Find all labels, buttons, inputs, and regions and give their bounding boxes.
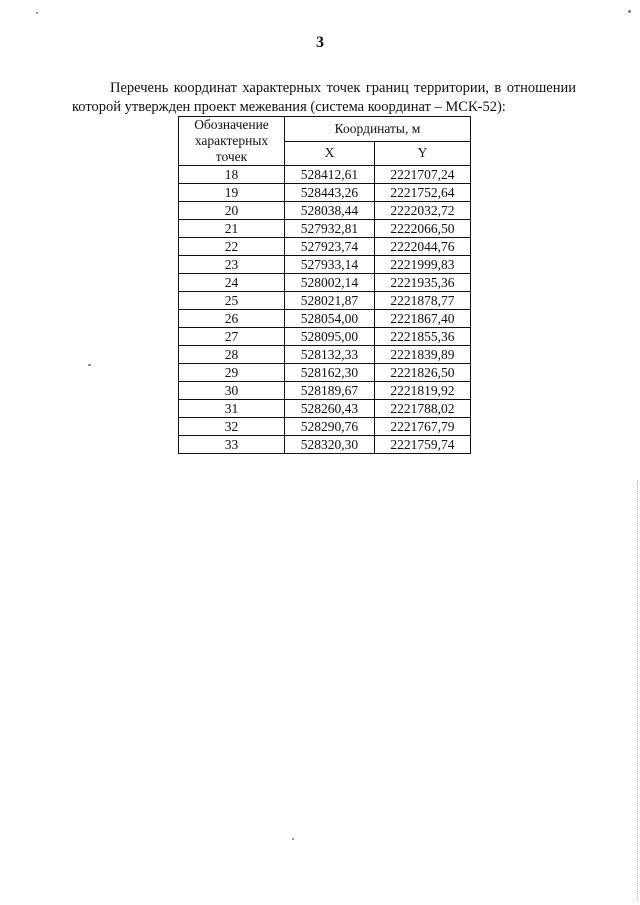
cell-y: 2221819,92 [374, 382, 470, 400]
cell-point: 21 [179, 220, 285, 238]
cell-x: 528290,76 [285, 418, 375, 436]
cell-point: 27 [179, 328, 285, 346]
table-body [179, 166, 471, 454]
header-point-designation: Обозначение характерных точек [179, 117, 285, 166]
table-row [179, 382, 471, 400]
header-coordinates: Координаты, м [285, 117, 471, 142]
cell-y: 2221867,40 [374, 310, 470, 328]
cell-x: 528095,00 [285, 328, 375, 346]
cell-y: 2221759,74 [374, 436, 470, 454]
page-number: 3 [316, 34, 324, 51]
cell-y: 2222032,72 [374, 202, 470, 220]
cell-y: 2222044,76 [374, 238, 470, 256]
table-row [179, 220, 471, 238]
cell-x: 528260,43 [285, 400, 375, 418]
cell-x: 527923,74 [285, 238, 375, 256]
table-row [179, 310, 471, 328]
table-row [179, 274, 471, 292]
scan-speck [628, 10, 631, 13]
table-row [179, 166, 471, 184]
intro-paragraph: Перечень координат характерных точек границ территории, в отношении которой утвержден проект межевания (система координат – МСК-52): [72, 79, 576, 115]
cell-point: 29 [179, 364, 285, 382]
cell-point: 19 [179, 184, 285, 202]
cell-x: 528320,30 [285, 436, 375, 454]
cell-point: 32 [179, 418, 285, 436]
cell-x: 527932,81 [285, 220, 375, 238]
cell-point: 24 [179, 274, 285, 292]
cell-y: 2221999,83 [374, 256, 470, 274]
cell-x: 528002,14 [285, 274, 375, 292]
header-y: Y [374, 141, 470, 166]
cell-x: 528443,26 [285, 184, 375, 202]
cell-point: 25 [179, 292, 285, 310]
cell-point: 31 [179, 400, 285, 418]
cell-x: 528412,61 [285, 166, 375, 184]
cell-point: 33 [179, 436, 285, 454]
cell-y: 2221752,64 [374, 184, 470, 202]
table-row [179, 292, 471, 310]
table-row [179, 184, 471, 202]
cell-y: 2221878,77 [374, 292, 470, 310]
cell-y: 2221767,79 [374, 418, 470, 436]
cell-y: 2221826,50 [374, 364, 470, 382]
cell-point: 26 [179, 310, 285, 328]
header-x: X [285, 141, 375, 166]
table-row [179, 346, 471, 364]
cell-y: 2221855,36 [374, 328, 470, 346]
table-row [179, 256, 471, 274]
cell-x: 528132,33 [285, 346, 375, 364]
cell-x: 528162,30 [285, 364, 375, 382]
cell-point: 20 [179, 202, 285, 220]
scan-edge-mark [637, 480, 638, 900]
coordinates-table [178, 116, 471, 454]
cell-x: 527933,14 [285, 256, 375, 274]
scan-speck [36, 12, 38, 14]
cell-y: 2221707,24 [374, 166, 470, 184]
cell-y: 2221788,02 [374, 400, 470, 418]
cell-x: 528189,67 [285, 382, 375, 400]
cell-point: 22 [179, 238, 285, 256]
table-header-row [179, 117, 471, 142]
table-row [179, 400, 471, 418]
cell-point: 28 [179, 346, 285, 364]
cell-point: 30 [179, 382, 285, 400]
scan-speck [88, 364, 91, 366]
cell-y: 2221935,36 [374, 274, 470, 292]
table-row [179, 436, 471, 454]
table-row [179, 328, 471, 346]
cell-point: 18 [179, 166, 285, 184]
table-row [179, 202, 471, 220]
cell-y: 2222066,50 [374, 220, 470, 238]
table-row [179, 418, 471, 436]
table-row [179, 364, 471, 382]
cell-x: 528038,44 [285, 202, 375, 220]
cell-point: 23 [179, 256, 285, 274]
cell-y: 2221839,89 [374, 346, 470, 364]
scan-speck [292, 838, 294, 840]
cell-x: 528021,87 [285, 292, 375, 310]
table-row [179, 238, 471, 256]
cell-x: 528054,00 [285, 310, 375, 328]
